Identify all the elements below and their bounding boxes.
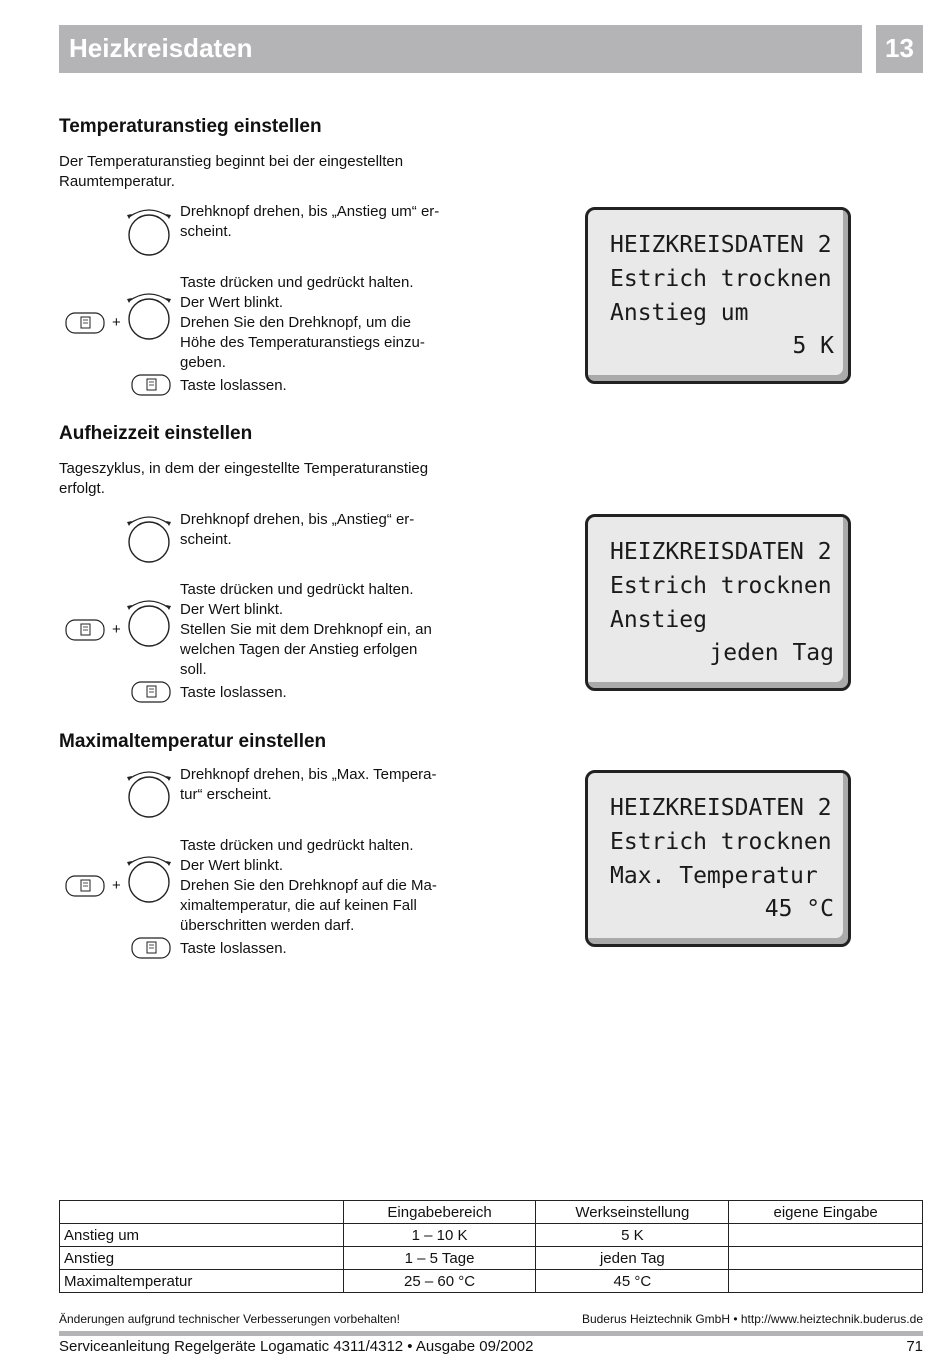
footer-note: Änderungen aufgrund technischer Verbesserungen vorbehalten!	[59, 1312, 400, 1326]
step-line: Taste drücken und gedrückt halten.	[180, 274, 414, 291]
step-line: ximaltemperatur, die auf keinen Fall	[180, 897, 417, 914]
step-line: Der Wert blinkt.	[180, 294, 284, 311]
table-header-cell: Werkseinstellung	[536, 1201, 729, 1224]
step-line: Höhe des Temperaturanstiegs einzu-	[180, 334, 425, 351]
table-cell: Anstieg um	[60, 1224, 344, 1247]
table-cell: 5 K	[536, 1224, 729, 1247]
table-cell: 1 – 5 Tage	[343, 1247, 536, 1270]
table-header-row	[60, 1201, 923, 1224]
display-key-icon	[131, 937, 171, 959]
table-row	[60, 1270, 923, 1293]
step-release: Taste loslassen.	[180, 940, 287, 957]
table-header-cell	[60, 1201, 344, 1224]
lcd-value: jeden Tag	[709, 640, 834, 666]
lcd-line-2: Estrich trocknen	[610, 573, 832, 599]
plus-sign: +	[112, 621, 121, 638]
lcd-line-2: Estrich trocknen	[610, 266, 832, 292]
lcd-display	[585, 514, 851, 691]
section-title-maximaltemperatur: Maximaltemperatur einstellen	[59, 731, 327, 752]
section-intro	[59, 459, 479, 499]
footer-divider	[59, 1331, 923, 1336]
step-rotate	[180, 510, 470, 550]
table-row	[60, 1224, 923, 1247]
header-bar	[59, 25, 862, 73]
lcd-line-2: Estrich trocknen	[610, 829, 832, 855]
table-cell: Maximaltemperatur	[60, 1270, 344, 1293]
lcd-line-3: Max. Temperatur	[610, 863, 818, 889]
step-release: Taste loslassen.	[180, 377, 287, 394]
lcd-value: 45 °C	[764, 896, 834, 922]
rotary-knob-icon	[125, 512, 173, 564]
lcd-value: 5 K	[792, 333, 834, 359]
step-line: Der Wert blinkt.	[180, 601, 284, 618]
table-row	[60, 1247, 923, 1270]
section-intro	[59, 152, 479, 192]
rotary-knob-icon	[125, 289, 173, 341]
table-cell	[729, 1270, 923, 1293]
display-key-icon	[65, 619, 105, 641]
table-cell	[729, 1224, 923, 1247]
display-key-icon	[65, 875, 105, 897]
step-line: Der Wert blinkt.	[180, 857, 284, 874]
rotary-knob-icon	[125, 205, 173, 257]
lcd-display	[585, 207, 851, 384]
table-cell: 45 °C	[536, 1270, 729, 1293]
footer-company: Buderus Heiztechnik GmbH • http://www.heiztechnik.buderus.de	[581, 1312, 923, 1326]
rotary-knob-icon	[125, 852, 173, 904]
lcd-line-1: HEIZKREISDATEN 2	[610, 539, 832, 565]
step-line: scheint.	[180, 531, 232, 548]
step-press-hold	[180, 273, 470, 373]
table-header-cell: eigene Eingabe	[729, 1201, 923, 1224]
plus-sign: +	[112, 877, 121, 894]
settings-table	[59, 1200, 923, 1293]
table-cell: Anstieg	[60, 1247, 344, 1270]
table-cell: jeden Tag	[536, 1247, 729, 1270]
step-line: Drehen Sie den Drehknopf auf die Ma-	[180, 877, 437, 894]
lcd-line-1: HEIZKREISDATEN 2	[610, 795, 832, 821]
step-press-hold	[180, 836, 470, 936]
table-cell	[729, 1247, 923, 1270]
table-cell: 25 – 60 °C	[343, 1270, 536, 1293]
page-title: Heizkreisdaten	[69, 33, 253, 63]
lcd-display	[585, 770, 851, 947]
step-line: Drehknopf drehen, bis „Anstieg um“ er-	[180, 203, 440, 220]
lcd-line-3: Anstieg um	[610, 300, 749, 326]
lcd-line-3: Anstieg	[610, 607, 707, 633]
chapter-number: 13	[885, 33, 914, 63]
step-line: soll.	[180, 661, 207, 678]
lcd-line-1: HEIZKREISDATEN 2	[610, 232, 832, 258]
page-number: 71	[906, 1338, 923, 1355]
intro-line: Tageszyklus, in dem der eingestellte Temperaturanstieg	[59, 460, 429, 477]
step-line: überschritten werden darf.	[180, 917, 355, 934]
plus-sign: +	[112, 314, 121, 331]
step-release: Taste loslassen.	[180, 684, 287, 701]
intro-line: erfolgt.	[59, 480, 105, 497]
section-title-aufheizzeit: Aufheizzeit einstellen	[59, 423, 253, 444]
chapter-box	[876, 25, 923, 73]
step-line: Taste drücken und gedrückt halten.	[180, 581, 414, 598]
intro-line: Der Temperaturanstieg beginnt bei der eingestellten	[59, 153, 404, 170]
step-line: Drehknopf drehen, bis „Max. Tempera-	[180, 766, 437, 783]
step-line: Drehen Sie den Drehknopf, um die	[180, 314, 411, 331]
step-line: Stellen Sie mit dem Drehknopf ein, an	[180, 621, 432, 638]
display-key-icon	[131, 374, 171, 396]
step-line: Taste drücken und gedrückt halten.	[180, 837, 414, 854]
rotary-knob-icon	[125, 596, 173, 648]
display-key-icon	[131, 681, 171, 703]
step-rotate	[180, 202, 470, 242]
step-line: welchen Tagen der Anstieg erfolgen	[180, 641, 418, 658]
table-header-cell: Eingabebereich	[343, 1201, 536, 1224]
footer-manual-title: Serviceanleitung Regelgeräte Logamatic 4311/4312 • Ausgabe 09/2002	[59, 1338, 534, 1355]
step-press-hold	[180, 580, 470, 680]
section-title-temperaturanstieg: Temperaturanstieg einstellen	[59, 116, 322, 137]
step-rotate	[180, 765, 470, 805]
step-line: scheint.	[180, 223, 232, 240]
step-line: Drehknopf drehen, bis „Anstieg“ er-	[180, 511, 415, 528]
table-cell: 1 – 10 K	[343, 1224, 536, 1247]
intro-line: Raumtemperatur.	[59, 173, 175, 190]
step-line: geben.	[180, 354, 226, 371]
rotary-knob-icon	[125, 767, 173, 819]
step-line: tur“ erscheint.	[180, 786, 272, 803]
display-key-icon	[65, 312, 105, 334]
